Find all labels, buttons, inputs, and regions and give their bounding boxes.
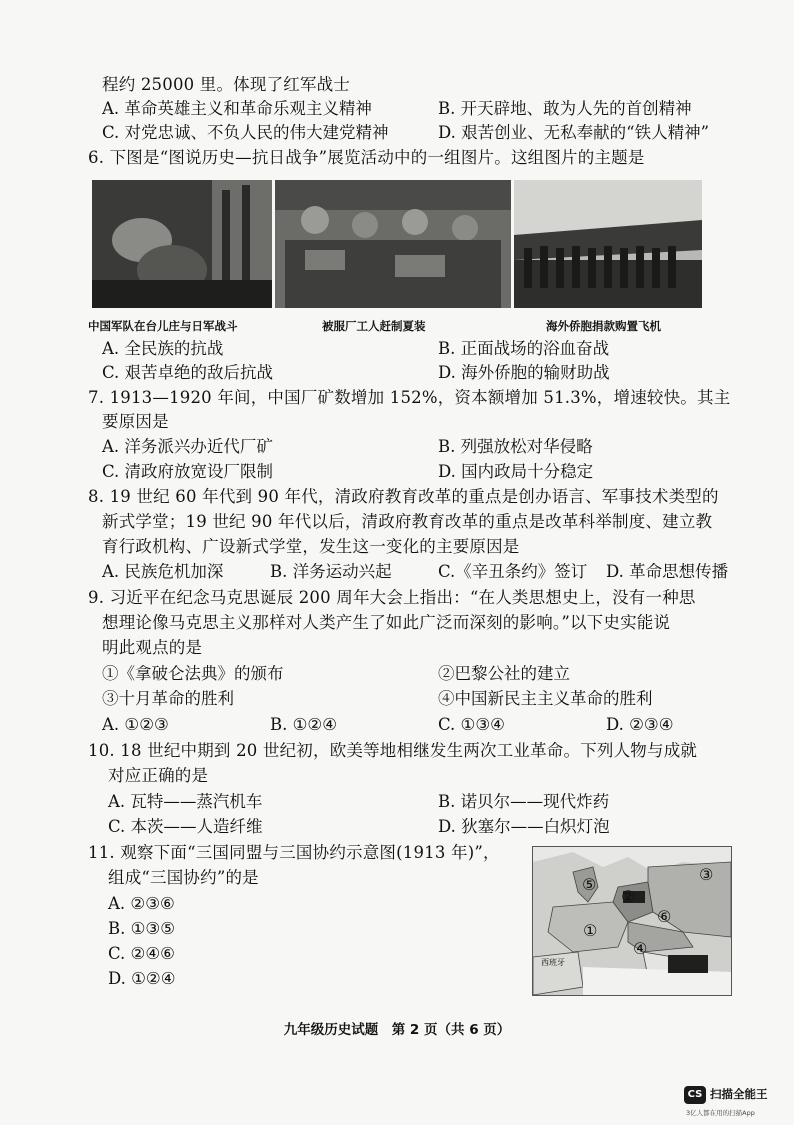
q9-item-4: ④中国新民主主义革命的胜利	[438, 689, 653, 708]
q9-stem-line1: 9. 习近平在纪念马克思诞辰 200 周年大会上指出：“在人类思想史上，没有一种思	[88, 588, 696, 607]
q5-option-c: C. 对党忠诚、不负人民的伟大建党精神	[102, 123, 389, 142]
q11-option-a: A. ②③⑥	[108, 894, 175, 913]
q10-stem-line1: 10. 18 世纪中期到 20 世纪初，欧美等地相继发生两次工业革命。下列人物与成就	[88, 741, 698, 760]
q6-option-a: A. 全民族的抗战	[102, 339, 224, 358]
q6-option-c: C. 艰苦卓绝的敌后抗战	[102, 363, 274, 382]
q7-stem-line1: 7. 1913—1920 年间，中国厂矿数增加 152%，资本额增加 51.3%，增速较快。其主	[88, 388, 731, 407]
q8-option-d: D. 革命思想传播	[606, 562, 729, 581]
q7-option-c: C. 清政府放宽设厂限制	[102, 462, 274, 481]
scanner-app-name: 扫描全能王	[710, 1087, 768, 1101]
q5-stem-cont: 程约 25000 里。体现了红军战士	[102, 75, 351, 94]
q9-stem-line2: 想理论像马克思主义那样对人类产生了如此广泛而深刻的影响。”以下史实能说	[102, 613, 671, 632]
photo-uniform-factory	[275, 180, 511, 308]
q11-stem-line2: 组成“三国协约”的是	[108, 868, 259, 887]
caption-overseas-donation: 海外侨胞捐款购置飞机	[546, 319, 661, 333]
camscanner-logo-icon: CS	[684, 1086, 706, 1104]
q6-stem: 6. 下图是“图说历史—抗日战争”展览活动中的一组图片。这组图片的主题是	[88, 148, 645, 167]
q6-option-b: B. 正面战场的浴血奋战	[438, 339, 610, 358]
q10-option-b: B. 诺贝尔——现代炸药	[438, 792, 610, 811]
q6-option-d: D. 海外侨胞的输财助战	[438, 363, 610, 382]
map-label-5: ⑤	[582, 875, 597, 894]
q8-stem-line2: 新式学堂；19 世纪 90 年代以后，清政府教育改革的重点是改革科举制度、建立教	[102, 512, 713, 531]
q11-stem-line1: 11. 观察下面“三国同盟与三国协约示意图(1913 年)”，	[88, 843, 500, 862]
q10-option-d: D. 狄塞尔——白炽灯泡	[438, 817, 610, 836]
q10-stem-line2: 对应正确的是	[108, 766, 209, 785]
caption-taierzhuang: 中国军队在台儿庄与日军战斗	[88, 319, 238, 333]
q10-option-c: C. 本茨——人造纤维	[108, 817, 263, 836]
europe-alliance-map	[532, 846, 732, 996]
q7-option-b: B. 列强放松对华侵略	[438, 437, 593, 456]
q9-option-b: B. ①②④	[270, 715, 337, 734]
q7-option-a: A. 洋务派兴办近代厂矿	[102, 437, 273, 456]
q8-stem-line1: 8. 19 世纪 60 年代到 90 年代，清政府教育改革的重点是创办语言、军事技术类型的	[88, 487, 719, 506]
q9-option-a: A. ①②③	[102, 715, 169, 734]
q8-option-b: B. 洋务运动兴起	[270, 562, 392, 581]
q9-item-1: ①《拿破仑法典》的颁布	[102, 664, 284, 683]
q9-option-c: C. ①③④	[438, 715, 505, 734]
q11-option-d: D. ①②④	[108, 969, 176, 988]
q5-option-d: D. 艰苦创业、无私奉献的“铁人精神”	[438, 123, 710, 142]
q5-option-b: B. 开天辟地、敢为人先的首创精神	[438, 99, 692, 118]
q9-option-d: D. ②③④	[606, 715, 674, 734]
map-label-4: ④	[633, 939, 648, 958]
q11-option-c: C. ②④⑥	[108, 944, 175, 963]
q7-option-d: D. 国内政局十分稳定	[438, 462, 594, 481]
q7-stem-line2: 要原因是	[102, 412, 169, 431]
caption-uniform-factory: 被服厂工人赶制夏装	[322, 319, 426, 333]
map-label-6: ⑥	[657, 907, 672, 926]
scanner-tagline: 3亿人都在用的扫描App	[686, 1109, 755, 1117]
photo-taierzhuang-battle	[92, 180, 272, 308]
q8-option-c: C.《辛丑条约》签订	[438, 562, 588, 581]
q9-stem-line3: 明此观点的是	[102, 638, 203, 657]
page-footer: 九年级历史试题 第 2 页（共 6 页）	[283, 1022, 511, 1038]
q8-stem-line3: 育行政机构、广设新式学堂，发生这一变化的主要原因是	[102, 537, 520, 556]
map-label-3: ③	[699, 865, 714, 884]
q8-option-a: A. 民族危机加深	[102, 562, 224, 581]
q10-option-a: A. 瓦特——蒸汽机车	[108, 792, 263, 811]
map-label-spain: 西班牙	[541, 958, 565, 967]
map-label-2: ②	[621, 887, 636, 906]
q9-item-2: ②巴黎公社的建立	[438, 664, 570, 683]
q11-option-b: B. ①③⑤	[108, 919, 175, 938]
scanner-watermark	[684, 1084, 794, 1120]
photo-overseas-donation-plane	[514, 180, 702, 308]
q9-item-3: ③十月革命的胜利	[102, 689, 234, 708]
q5-option-a: A. 革命英雄主义和革命乐观主义精神	[102, 99, 372, 118]
map-label-1: ①	[583, 921, 598, 940]
